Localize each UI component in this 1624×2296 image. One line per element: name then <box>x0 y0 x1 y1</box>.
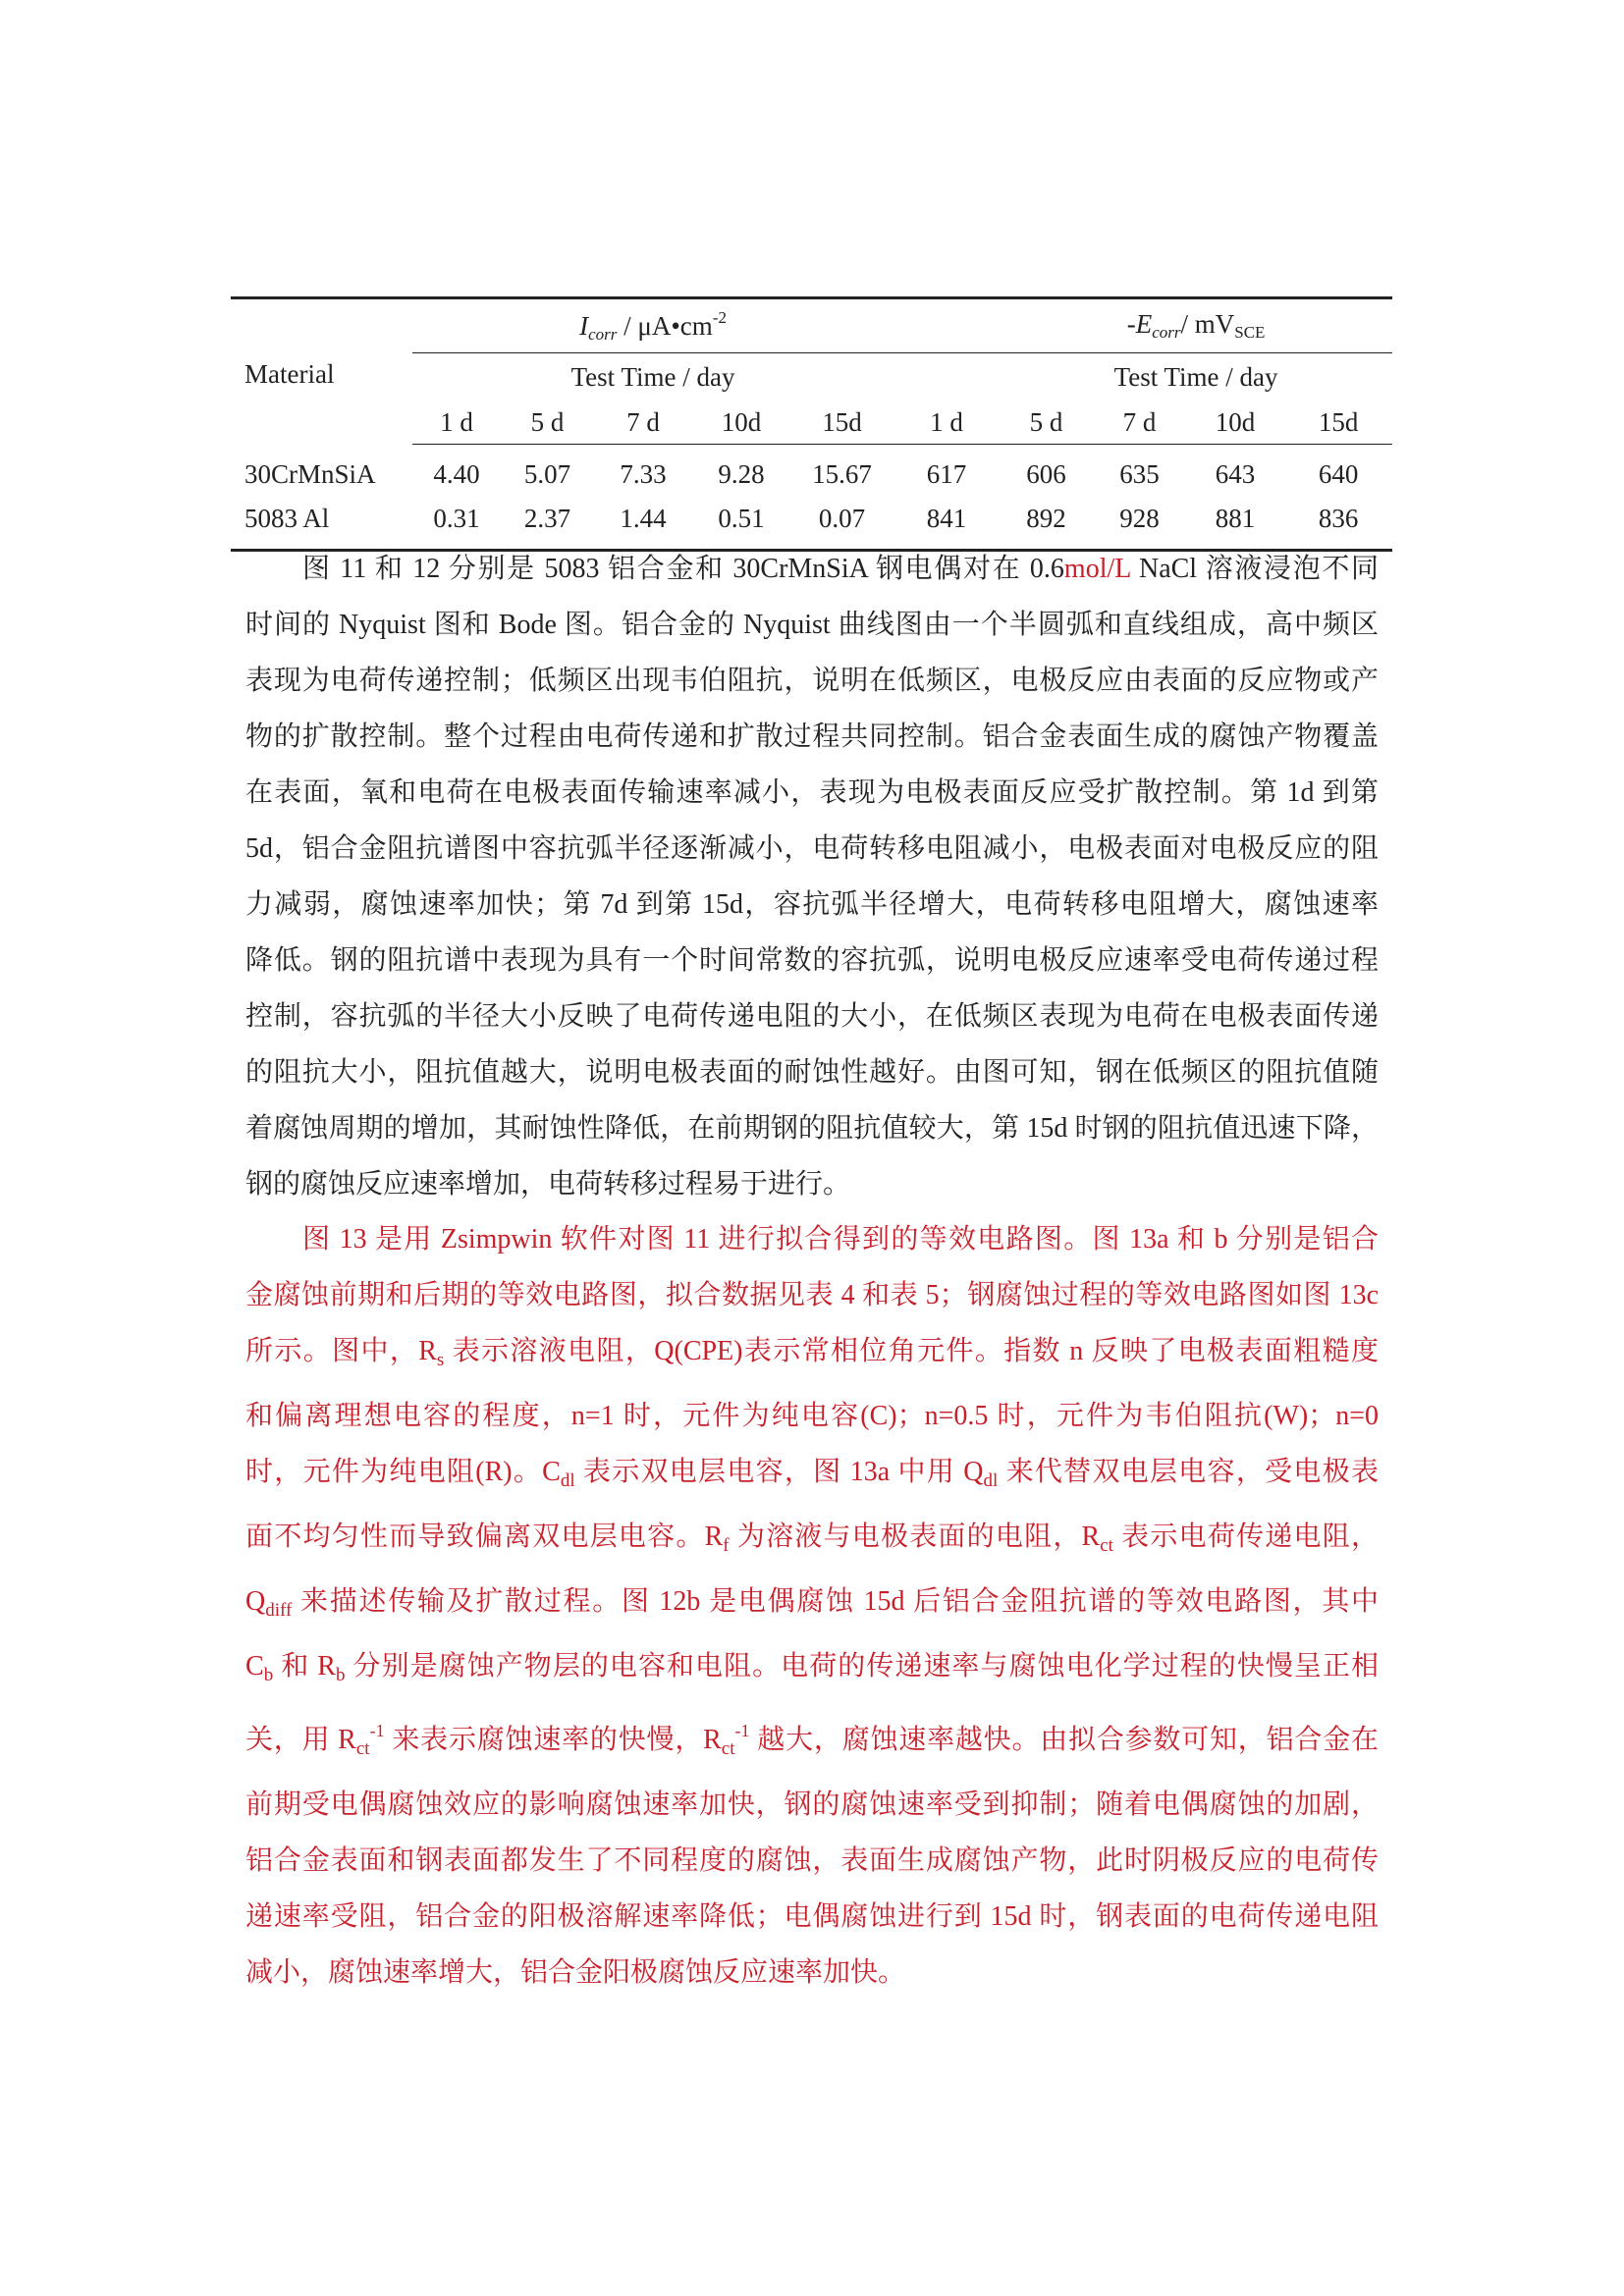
value-cell: 15.67 <box>812 459 872 489</box>
table-row <box>231 445 1392 498</box>
day-header: 5 d <box>501 400 594 445</box>
day-header: 5 d <box>1000 400 1093 445</box>
value-cell: 2.37 <box>501 497 594 551</box>
day-header: 10d <box>692 400 790 445</box>
value-cell: 0.07 <box>790 497 893 551</box>
day-header: 15d <box>790 400 893 445</box>
value-cell: 836 <box>1284 497 1392 551</box>
text-line: 面不均匀性而导致偏离双电层电容。$R_f$ 为溶液与电极表面的电阻，$R_{ct}$ 表示电荷传递电阻， <box>245 1522 1379 1556</box>
value-cell: 892 <box>1000 497 1093 551</box>
text-line: 表现为电荷传递控制；低频区出现韦伯阻抗，说明在低频区，电极反应由表面的反应物或产 <box>245 666 1379 696</box>
text-line: 和偏离理想电容的程度，n=1 时，元件为纯电容(C)；n=0.5 时，元件为韦伯阻抗(W)；n=0 <box>245 1401 1379 1431</box>
text-line: 图 11 和 12 分别是 5083 铝合金和 30CrMnSiA 钢电偶对在 0.6mol/L NaCl 溶液浸泡不同 <box>302 554 1380 584</box>
value-cell: 617 <box>926 459 967 489</box>
text-line: 时，元件为纯电阻(R)。$C_{dl}$ 表示双电层电容，图 13a 中用 $Q_{dl}$ 来代替双电层电容，受电极表 <box>245 1457 1379 1491</box>
paragraph-nyquist-bode <box>245 541 1379 1212</box>
text-line: 关，用 $R_{ct}^{-1}$ 来表示腐蚀速率的快慢，$R_{ct}^{-1}$ 越大，腐蚀速率越快。由拟合参数可知，铝合金在 <box>245 1721 1379 1759</box>
text-line: 力减弱，腐蚀速率加快；第 7d 到第 15d，容抗弧半径增大，电荷转移电阻增大，腐蚀速率 <box>245 889 1379 920</box>
text-line: 降低。钢的阻抗谱中表现为具有一个时间常数的容抗弧，说明电极反应速率受电荷传递过程 <box>245 945 1379 976</box>
value-cell: 0.51 <box>692 497 790 551</box>
material-cell: 30CrMnSiA <box>244 458 376 489</box>
value-cell: 928 <box>1093 497 1186 551</box>
paragraph-equivalent-circuit <box>245 1211 1379 2001</box>
material-header: Material <box>231 298 412 445</box>
ecorr-header: $-E_{corr}/$ $mV_{SCE}$ <box>1000 298 1392 353</box>
test-time-label-ecorr: Test Time / day <box>1113 361 1278 392</box>
value-cell: 0.31 <box>412 497 501 551</box>
value-cell: 881 <box>1186 497 1284 551</box>
table <box>231 296 1392 552</box>
text-line: $Q_{diff}$ 来描述传输及扩散过程。图 12b 是电偶腐蚀 15d 后铝合金阻抗谱的等效电路图，其中 <box>245 1586 1379 1621</box>
value-cell: 7.33 <box>620 459 667 489</box>
value-cell: 841 <box>893 497 1000 551</box>
table-header-group-row <box>231 298 1392 353</box>
value-cell: 5.07 <box>523 459 571 489</box>
text-line: 递速率受阻，铝合金的阳极溶解速率降低；电偶腐蚀进行到 15d 时，钢表面的电荷传递电阻 <box>245 1901 1379 1932</box>
text-line: 铝合金表面和钢表面都发生了不同程度的腐蚀，表面生成腐蚀产物，此时阴极反应的电荷传 <box>245 1845 1379 1876</box>
text-line: 金腐蚀前期和后期的等效电路图，拟合数据见表 4 和表 5；钢腐蚀过程的等效电路图如图 13c <box>245 1280 1379 1310</box>
text-line: 的阻抗大小，阻抗值越大，说明电极表面的耐蚀性越好。由图可知，钢在低频区的阻抗值随 <box>245 1057 1379 1088</box>
value-cell: 4.40 <box>433 459 480 489</box>
text-line: 时间的 Nyquist 图和 Bode 图。铝合金的 Nyquist 曲线图由一个半圆弧和直线组成，高中频区 <box>245 610 1379 640</box>
text-line: 所示。图中，$R_s$ 表示溶液电阻，Q(CPE)表示常相位角元件。指数 n 反映了电极表面粗糙度 <box>245 1336 1379 1370</box>
icorr-header: $I_{corr}$ / $\mu A•cm^{-2}$ <box>412 298 893 353</box>
material-cell: 5083 Al <box>231 497 412 551</box>
gap-cell <box>893 353 1000 401</box>
day-header: 1 d <box>412 400 501 445</box>
value-cell: 640 <box>1318 459 1359 489</box>
gap-cell <box>893 298 1000 353</box>
text-line: 钢的腐蚀反应速率增加，电荷转移过程易于进行。 <box>245 1169 851 1200</box>
day-header: 1 d <box>893 400 1000 445</box>
text-line: 控制，容抗弧的半径大小反映了电荷传递电阻的大小，在低频区表现为电荷在电极表面传递 <box>245 1001 1379 1032</box>
value-cell: 1.44 <box>594 497 692 551</box>
text-line: 图 13 是用 Zsimpwin 软件对图 11 进行拟合得到的等效电路图。图 13a 和 b 分别是铝合 <box>302 1224 1379 1255</box>
day-header: 15d <box>1284 400 1392 445</box>
text-line: 物的扩散控制。整个过程由电荷传递和扩散过程共同控制。铝合金表面生成的腐蚀产物覆盖 <box>245 721 1379 752</box>
test-time-label-icorr: Test Time / day <box>570 361 735 392</box>
text-line: 减小，腐蚀速率增大，铝合金阳极腐蚀反应速率加快。 <box>245 1957 906 1988</box>
value-cell: 643 <box>1215 459 1256 489</box>
day-header: 7 d <box>1093 400 1186 445</box>
day-header: 7 d <box>594 400 692 445</box>
text-line: 着腐蚀周期的增加，其耐蚀性降低，在前期钢的阻抗值较大，第 15d 时钢的阻抗值迅速下降， <box>245 1113 1379 1144</box>
value-cell: 606 <box>1026 459 1066 489</box>
text-line: $C_b$ 和 $R_b$ 分别是腐蚀产物层的电容和电阻。电荷的传递速率与腐蚀电化学过程的快慢呈正相 <box>245 1651 1379 1685</box>
text-line: 前期受电偶腐蚀效应的影响腐蚀速率加快，钢的腐蚀速率受到抑制；随着电偶腐蚀的加剧， <box>245 1789 1379 1820</box>
day-header: 10d <box>1186 400 1284 445</box>
text-line: 在表面，氧和电荷在电极表面传输速率减小，表现为电极表面反应受扩散控制。第 1d 到第 <box>245 777 1379 808</box>
value-cell: 9.28 <box>718 459 765 489</box>
value-cell: 635 <box>1119 459 1160 489</box>
corrosion-data-table <box>231 296 1392 552</box>
text-line: 5d，铝合金阻抗谱图中容抗弧半径逐渐减小，电荷转移电阻减小，电极表面对电极反应的阻 <box>245 833 1379 864</box>
